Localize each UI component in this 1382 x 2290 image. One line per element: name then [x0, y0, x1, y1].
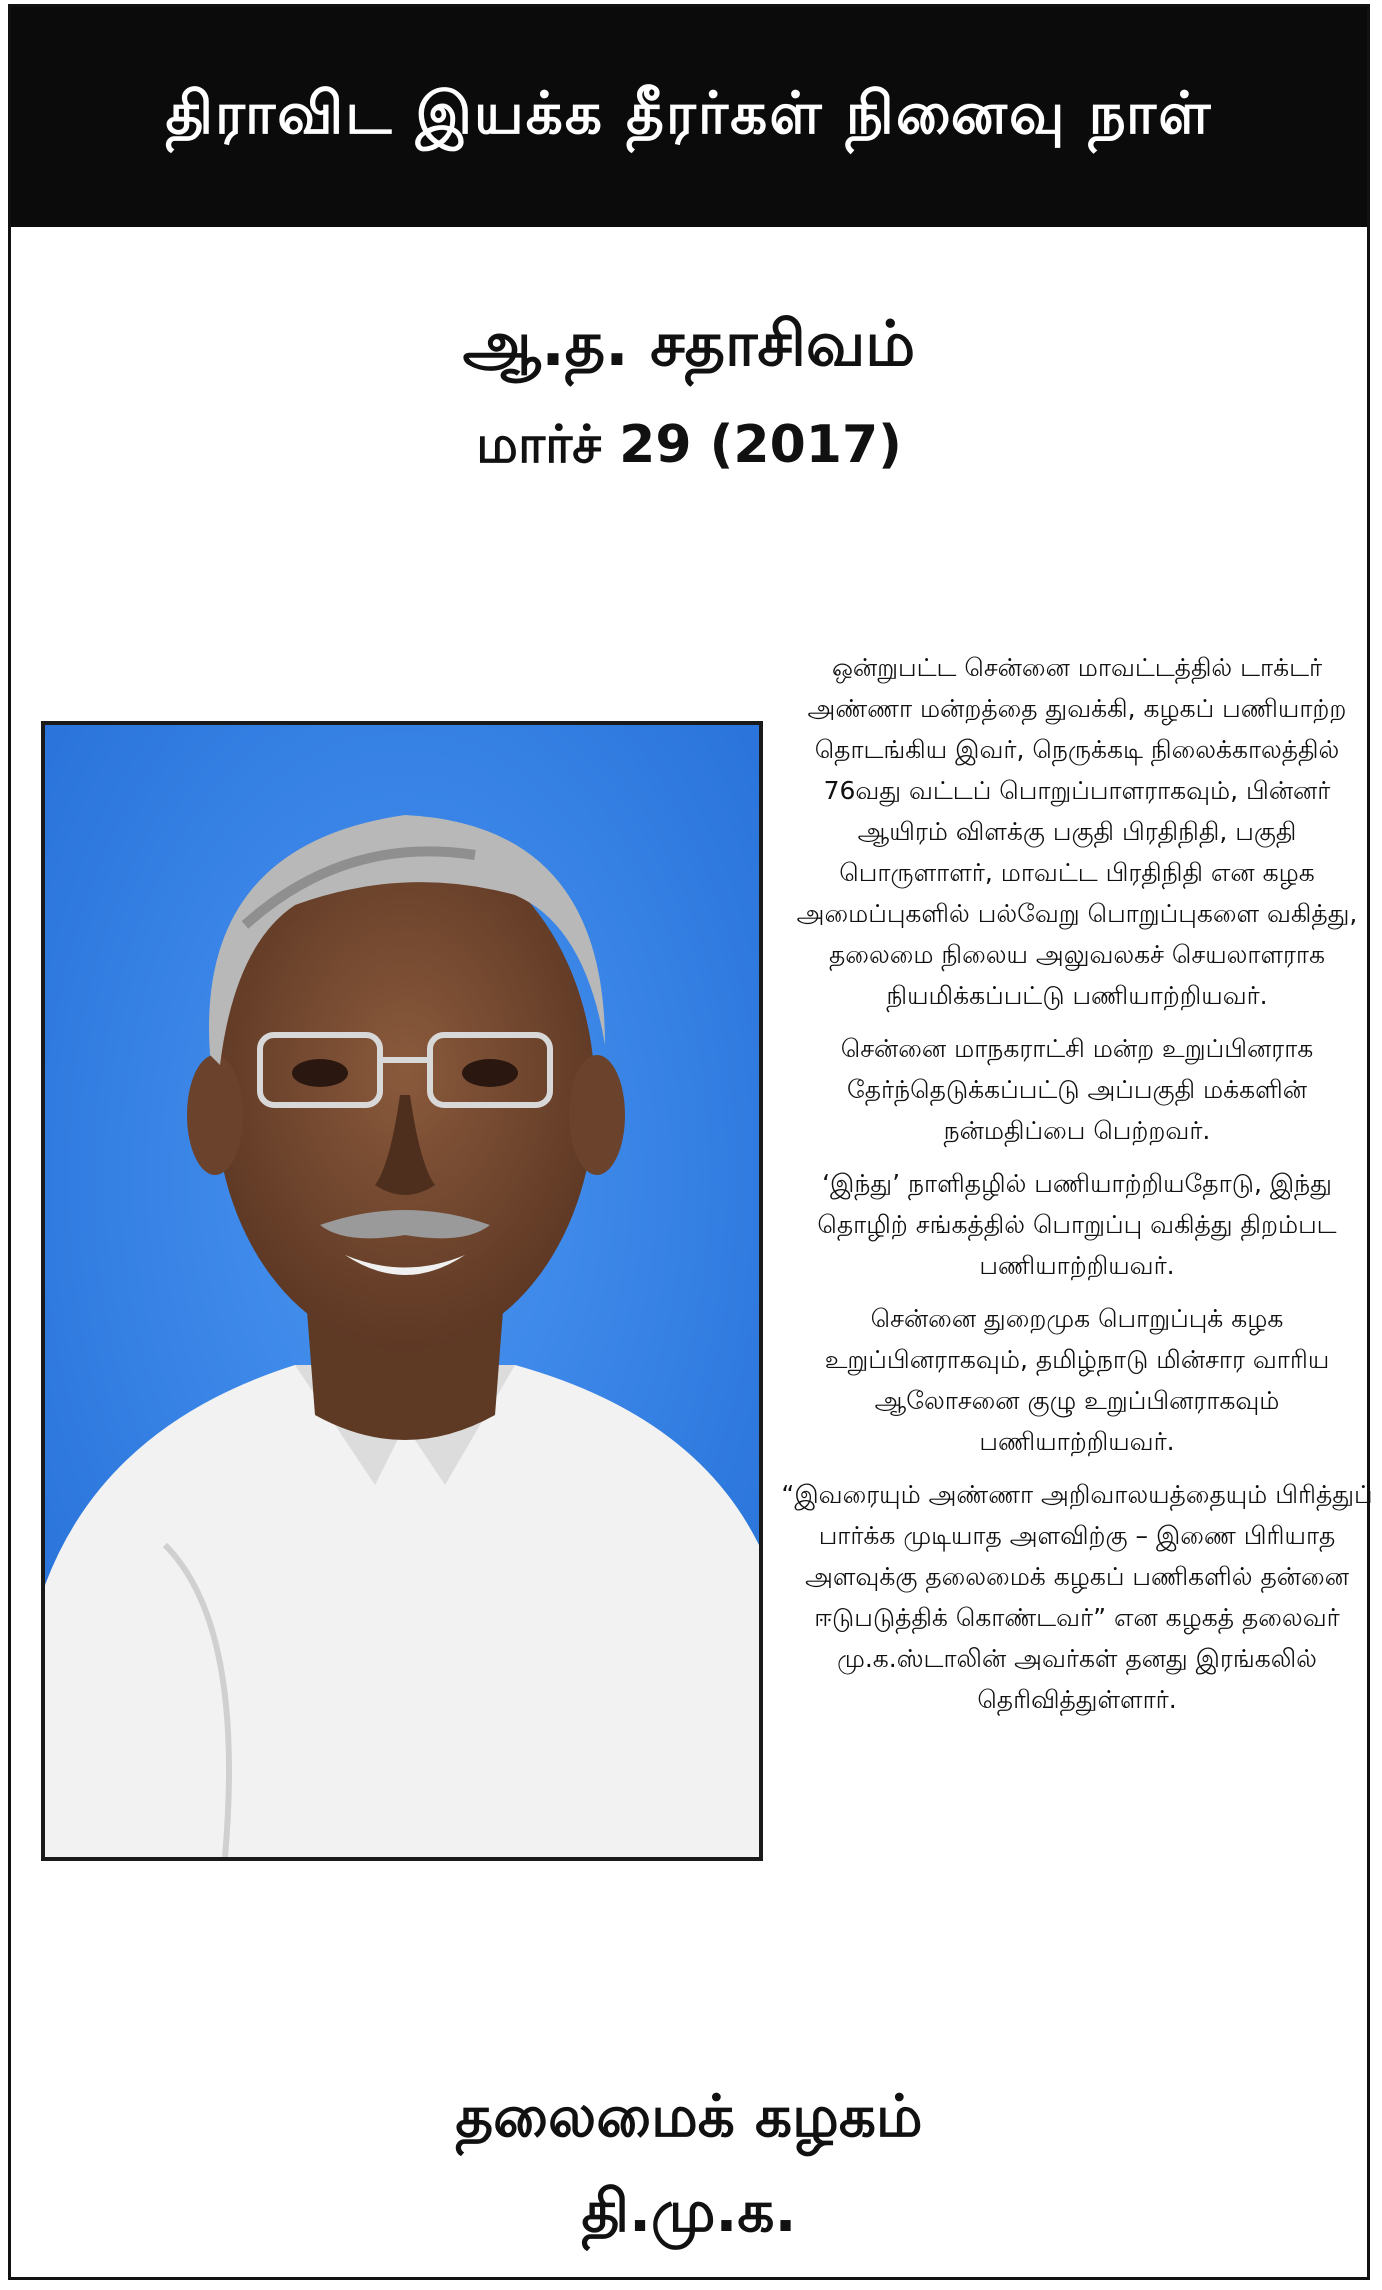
memorial-notice	[8, 4, 1373, 2280]
bio-paragraph-3: ‘இந்து’ நாளிதழில் பணியாற்றியதோடு, இந்து தொழிற் சங்கத்தில் பொறுப்பு வகித்து திறம்பட பணியாற்றியவர்.	[817, 1169, 1337, 1280]
header-bar	[11, 7, 1367, 227]
bio-paragraph-4: சென்னை துறைமுக பொறுப்புக் கழக உறுப்பினராகவும், தமிழ்நாடு மின்சார வாரிய ஆலோசனை குழு உறுப்பினராகவும் பணியாற்றியவர்.	[824, 1304, 1330, 1456]
portrait-illustration	[45, 725, 759, 1857]
biography	[779, 647, 1375, 1732]
person-name: ஆ.த. சதாசிவம்	[462, 307, 916, 380]
header-title: திராவிட இயக்க தீரர்கள் நினைவு நாள்	[165, 79, 1213, 147]
footer-organization: தலைமைக் கழகம்	[455, 2082, 923, 2150]
bio-paragraph-1: ஒன்றுபட்ட சென்னை மாவட்டத்தில் டாக்டர் அண்ணா மன்றத்தை துவக்கி, கழகப் பணியாற்ற தொடங்கிய இவர், நெருக்கடி நிலைக்காலத்தில் 76வது வட்டப் பொறுப்பாளராகவும், பின்னர் ஆயிரம் விளக்கு பகுதி பிரதிநிதி, பகுதி பொருளாளர், மாவட்ட பிரதிநிதி என கழக அமைப்புகளில் பல்வேறு பொறுப்புகளை வகித்து, தலைமை நிலைய அலுவலகச் செயலாளராக நியமிக்கப்பட்டு பணியாற்றியவர்.	[796, 653, 1358, 1010]
bio-paragraph-2: சென்னை மாநகராட்சி மன்ற உறுப்பினராக தேர்ந்தெடுக்கப்பட்டு அப்பகுதி மக்களின் நன்மதிப்பை பெற்றவர்.	[840, 1034, 1314, 1145]
memorial-date: மார்ச் 29 (2017)	[476, 415, 902, 475]
bio-paragraph-5: “இவரையும் அண்ணா அறிவாலயத்தையும் பிரித்துப் பார்க்க முடியாத அளவிற்கு – இணை பிரியாத அளவுக்கு தலைமைக் கழகப் பணிகளில் தன்னை ஈடுபடுத்திக் கொண்டவர்” என கழகத் தலைவர் மு.க.ஸ்டாலின் அவர்கள் தனது இரங்கலில் தெரிவித்துள்ளார்.	[781, 1480, 1373, 1714]
portrait-photo	[41, 721, 763, 1861]
footer-party: தி.மு.க.	[581, 2177, 797, 2245]
